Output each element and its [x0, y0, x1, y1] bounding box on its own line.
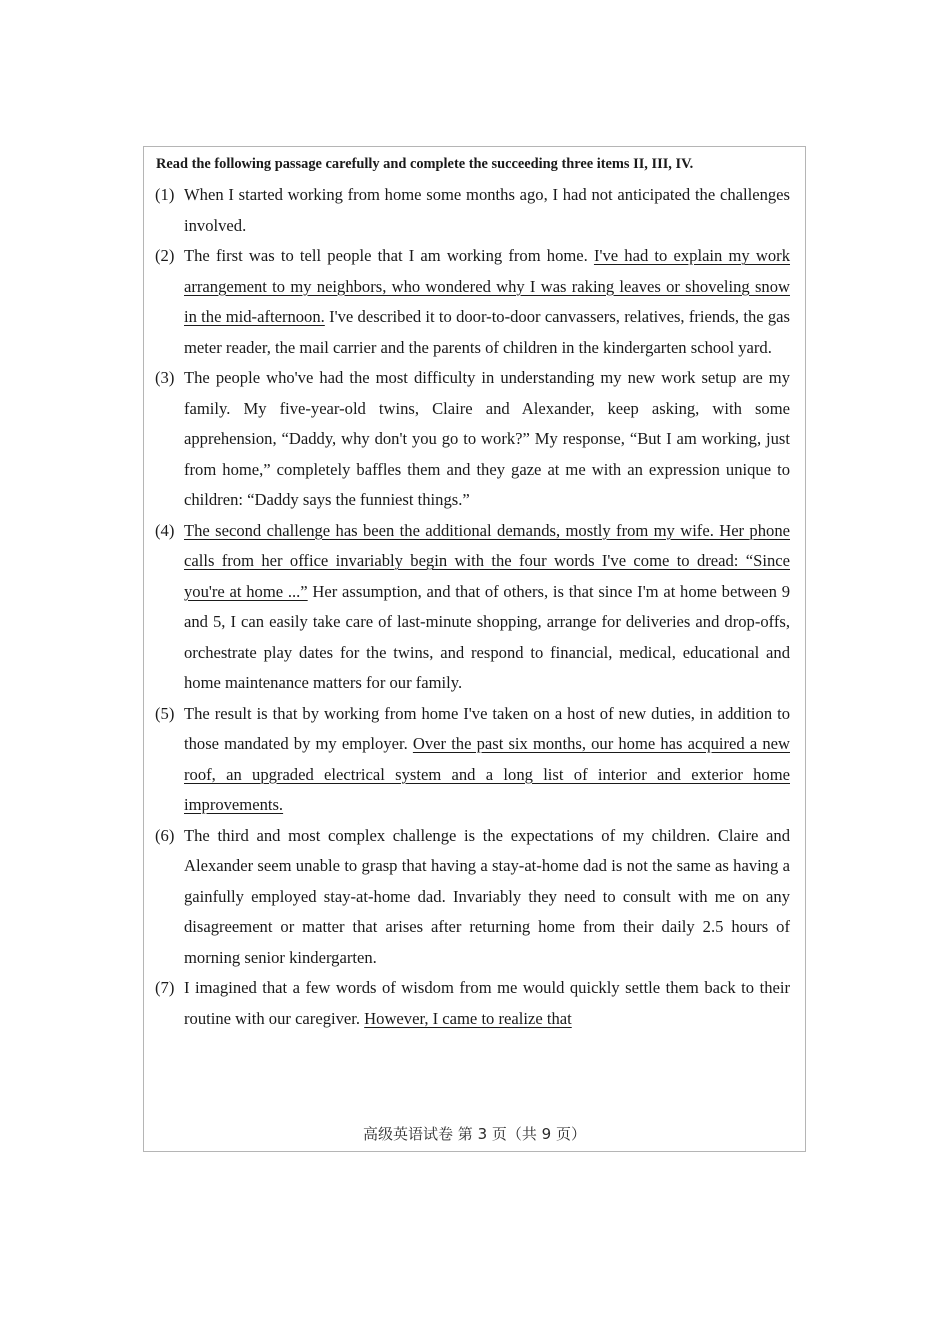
underlined-sentence: The second challenge has been the additional demands, mostly from my wife. Her phone calls from her office invariably begin with the four words I've come to dread: “Since you're at home ...”	[184, 520, 790, 601]
text-segment: Her assumption, and that of others, is that since I'm at home between 9 and 5, I can easily take care of last-minute shopping, arrange for deliveries and drop-offs, orchestrate play dates for the twins, and respond to financial, medical, educational and home maintenance matters for our family.	[184, 581, 790, 692]
paragraph-number: (6)	[155, 825, 175, 845]
paragraph-text	[184, 363, 790, 516]
underlined-sentence: I've had to explain my work arrangement to my neighbors, who wondered why I was raking leaves or shoveling snow in the mid-afternoon.	[184, 246, 790, 326]
paragraph-text	[184, 699, 790, 821]
passage	[155, 180, 790, 1034]
text-segment: I imagined that a few words of wisdom from me would quickly settle them back to their routine with our caregiver.	[184, 978, 790, 1028]
underlined-sentence: Over the past six months, our home has acquired a new roof, an upgraded electrical system and a long list of interior and exterior home improvements.	[184, 734, 790, 814]
paragraph-text	[184, 241, 790, 363]
paragraph-text	[184, 180, 790, 241]
text-segment: I've described it to door-to-door canvassers, relatives, friends, the gas meter reader, the mail carrier and the parents of children in the kindergarten school yard.	[184, 307, 791, 357]
paragraph	[155, 699, 790, 821]
paragraph	[155, 516, 790, 699]
text-segment: When I started working from home some months ago, I had not anticipated the challenges involved.	[184, 185, 790, 235]
paragraph-number: (2)	[155, 246, 175, 265]
text-segment: The third and most complex challenge is the expectations of my children. Claire and Alexander seem unable to grasp that having a stay-at-home dad is not the same as having a gainfully employed stay-at-home dad. Invariably they need to consult with me on any disagreement or matter that arises after returning home from their daily 2.5 hours of morning senior kindergarten.	[184, 825, 790, 967]
paragraph-number: (4)	[155, 520, 175, 540]
paragraph-number: (3)	[155, 368, 175, 387]
instruction-heading: Read the following passage carefully and complete the succeeding three items II, III, IV.	[156, 156, 694, 172]
paragraph-text	[184, 821, 790, 974]
paragraph	[155, 363, 790, 516]
text-segment: The first was to tell people that I am working from home.	[184, 246, 594, 265]
paragraph-text	[184, 516, 790, 699]
paragraph-number: (1)	[155, 185, 175, 204]
paragraph	[155, 241, 790, 363]
paragraph-number: (5)	[155, 703, 175, 723]
paragraph	[155, 180, 790, 241]
underlined-sentence: However, I came to realize that	[364, 1008, 572, 1028]
paragraph	[155, 821, 790, 974]
paragraph-text	[184, 973, 790, 1034]
paragraph-number: (7)	[155, 978, 175, 997]
paragraph	[155, 973, 790, 1034]
page-footer: 高级英语试卷 第 3 页（共 9 页）	[363, 1125, 586, 1143]
text-segment: The people who've had the most difficulty in understanding my new work setup are my family. My five-year-old twins, Claire and Alexander, keep asking, with some apprehension, “Daddy, why don't you go to work?” My response, “But I am working, just from home,” completely baffles them and they gaze at me with an expression unique to children: “Daddy says the funniest things.”	[184, 368, 790, 509]
text-segment: The result is that by working from home I've taken on a host of new duties, in addition to those mandated by my employer.	[184, 703, 790, 753]
